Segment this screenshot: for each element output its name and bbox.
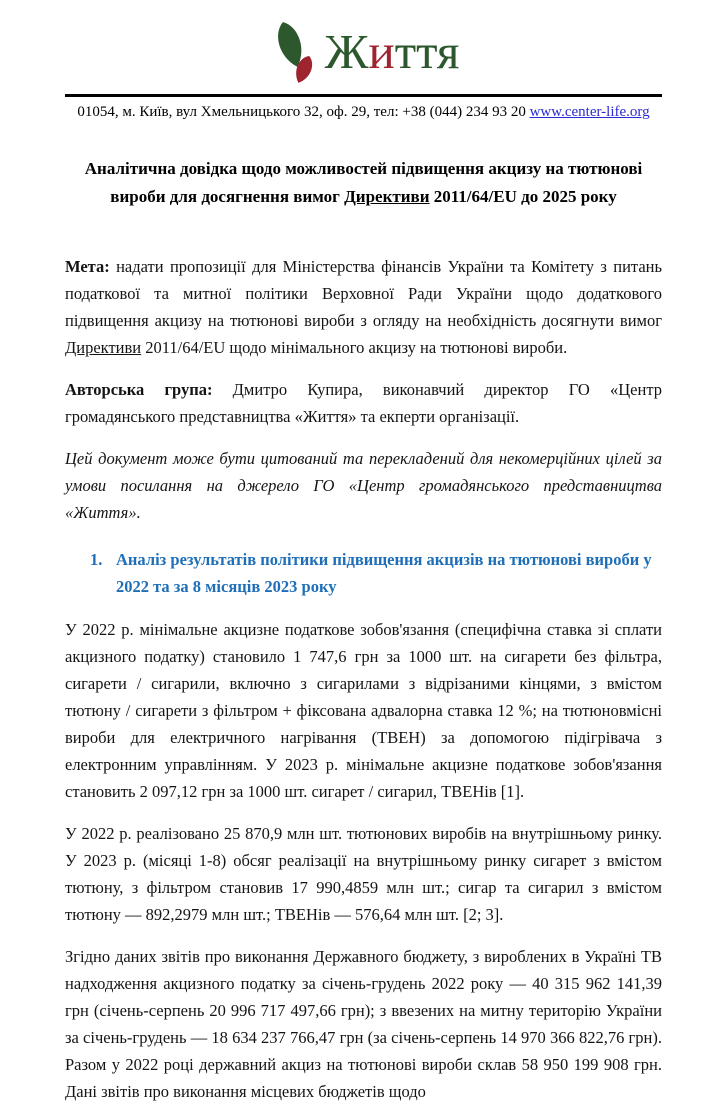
section-heading-1 (90, 546, 662, 600)
address-line (65, 104, 662, 121)
leaf-logo-icon (268, 18, 322, 84)
body-paragraph-1: У 2022 р. мінімальне акцизне податкове зобов'язання (специфічна ставка зі сплати акцизного податку) становило 1 747,6 грн за 1000 шт. на сигарети без фільтра, сигарети / сигарили, включно з сигарилами з відрізаними кінцями, з вмістом тютюну / сигарети з фільтром + фіксована адвалорна ставка 12 %; на тютюновмісні вироби для електричного нагрівання (ТВЕН) за допомогою підігрівача з електронним управлінням. У 2023 р. мінімальне акцизне податкове зобов'язання становить 2 097,12 грн за 1000 шт. сигарет / сигарил, ТВЕНів [1]. (65, 620, 662, 801)
organization-logo (65, 12, 662, 90)
title-part-1: Аналітична довідка щодо можливостей підвищення акцизу на тютюнові вироби для досягнення вимог (84, 159, 643, 206)
website-link[interactable]: www.center-life.org (529, 104, 650, 120)
meta-text-1: надати пропозиції для Міністерства фінансів України та Комітету з питань податкової та митної політики Верховної Ради України щодо додаткового підвищення акцизу на тютюнові вироби з огляду на необхідність досягнути вимог (65, 257, 662, 330)
meta-label: Мета: (65, 257, 110, 276)
header-divider-line (65, 94, 662, 97)
body-paragraph-2: У 2022 р. реалізовано 25 870,9 млн шт. тютюнових виробів на внутрішньому ринку. У 2023 р. (місяці 1-8) обсяг реалізації на внутрішньому ринку сигарет з вмістом тютюну, з фільтром становив 17 990,4859 млн шт.; сигар та сигарил з вмістом тютюну — 892,2979 млн шт.; ТВЕНів — 576,64 млн шт. [2; 3]. (65, 824, 662, 924)
authors-text: Дмитро Купира, виконавчий директор ГО «Центр громадянського представництва «Життя» та екперти організації. (65, 380, 662, 426)
address-text: 01054, м. Київ, вул Хмельницького 32, оф. 29, тел: +38 (044) 234 93 20 (77, 104, 530, 120)
authors-label: Авторська група: (65, 380, 213, 399)
logo-wordmark (324, 23, 460, 79)
document-title (76, 155, 651, 211)
meta-text-2: 2011/64/EU щодо мінімального акцизу на тютюнові вироби. (141, 338, 568, 357)
license-note: Цей документ може бути цитований та перекладений для некомерційних цілей за умови посилання на джерело ГО «Центр громадянського представництва «Життя». (65, 449, 662, 522)
authors-paragraph (65, 376, 662, 430)
logo-text-green-2: ття (394, 23, 460, 79)
meta-directive-underlined: Директиви (65, 338, 142, 357)
logo-text-red: и (368, 23, 395, 79)
body-paragraph-3: Згідно даних звітів про виконання Державного бюджету, з вироблених в Україні ТВ надходження акцизного податку за січень-грудень 2022 року — 40 315 962 141,39 грн (січень-серпень 20 996 717 497,66 грн); з ввезених на митну територію України за січень-грудень — 18 634 237 766,47 грн (за січень-серпень 14 970 366 822,76 грн). Разом у 2022 році державний акциз на тютюнові вироби склав 58 950 199 908 грн. Дані звітів про виконання місцевих бюджетів щодо (65, 947, 662, 1101)
section-number: 1. (90, 550, 103, 569)
meta-paragraph (65, 253, 662, 361)
section-heading-text: Аналіз результатів політики підвищення акцизів на тютюнові вироби у 2022 та за 8 місяців 2023 року (116, 550, 652, 596)
title-part-2: 2011/64/EU до 2025 року (429, 187, 617, 206)
logo-text-green-1: Ж (324, 23, 369, 79)
title-directive-underlined: Директиви (344, 187, 430, 206)
